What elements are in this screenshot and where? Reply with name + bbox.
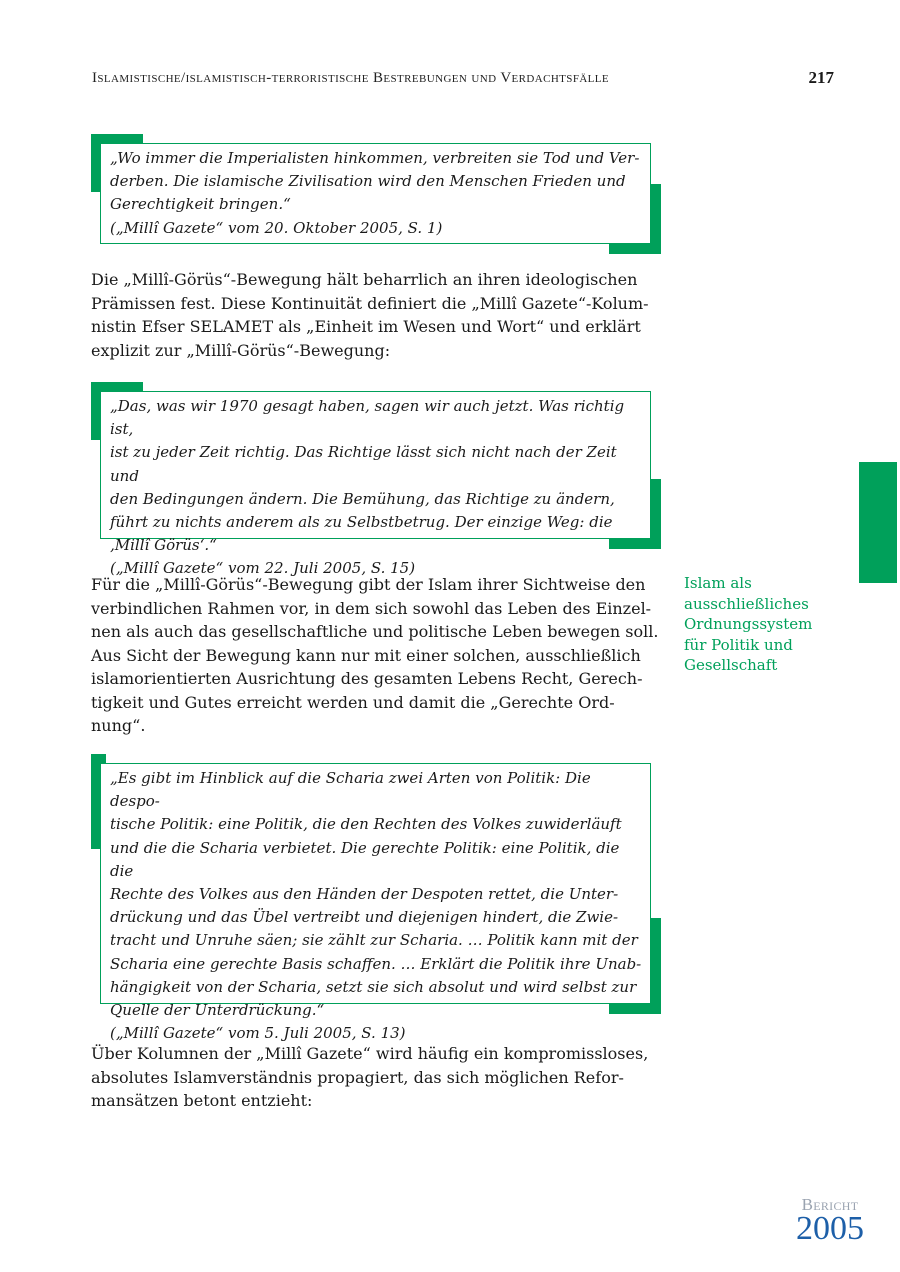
quote-frame: [100, 763, 651, 1043]
quote-line: tische Politik: eine Politik, die den Rechten des Volkes zuwiderläuft: [110, 815, 622, 834]
text-line: islamorientierten Ausrichtung des gesamten Lebens Recht, Gerech-: [91, 669, 643, 688]
text-line: Aus Sicht der Bewegung kann nur mit einer solchen, ausschließlich: [91, 645, 641, 665]
quote-box-1: [91, 134, 661, 254]
quote-line: hängigkeit von der Scharia, setzt sie sich absolut und wird selbst zur: [110, 977, 637, 996]
margin-note-line: Ordnungssystem: [684, 615, 813, 633]
margin-note-line: Gesellschaft: [684, 656, 778, 674]
quote-line: „Wo immer die Imperialisten hinkommen, verbreiten sie Tod und Ver-: [110, 149, 640, 167]
quote-box-3: [91, 754, 661, 1043]
quote-line: ‚Millî Görüs‘.“: [110, 536, 217, 555]
margin-note-line: Islam als: [684, 574, 752, 592]
margin-note: [684, 573, 834, 676]
quote-line: Scharia eine gerechte Basis schaffen. … Erklärt die Politik ihre Unab-: [110, 954, 642, 973]
report-logo-year: 2005: [796, 1210, 864, 1247]
margin-note-line: für Politik und: [684, 635, 793, 654]
quote-line: drückung und das Übel vertreibt und diejenigen hindert, die Zwie-: [110, 908, 619, 927]
margin-note-line: ausschließliches: [684, 594, 809, 613]
quote-line: Rechte des Volkes aus den Händen der Despoten rettet, die Unter-: [110, 885, 619, 904]
quote-line: Gerechtigkeit bringen.“: [110, 195, 291, 214]
quote-frame: [100, 391, 651, 578]
quote-line: „Es gibt im Hinblick auf die Scharia zwei Arten von Politik: Die despo-: [110, 769, 591, 811]
text-line: absolutes Islamverständnis propagiert, das sich möglichen Refor-: [91, 1067, 624, 1087]
quote-line: und die die Scharia verbietet. Die gerechte Politik: eine Politik, die die: [110, 838, 620, 880]
text-line: nung“.: [91, 716, 146, 735]
text-line: verbindlichen Rahmen vor, in dem sich sowohl das Leben des Einzel-: [91, 598, 652, 618]
text-line: Über Kolumnen der „Millî Gazete“ wird häufig ein kompromissloses,: [91, 1044, 649, 1063]
quote-line: Quelle der Unterdrückung.“: [110, 1001, 325, 1020]
body-paragraph-1: [91, 268, 661, 362]
text-line: Die „Millî-Görüs“-Bewegung hält beharrlich an ihren ideologischen: [91, 270, 638, 289]
quote-line: derben. Die islamische Zivilisation wird den Menschen Frieden und: [110, 172, 626, 191]
quote-line: führt zu nichts anderem als zu Selbstbetrug. Der einzige Weg: die: [110, 513, 613, 532]
body-paragraph-3: [91, 1042, 661, 1113]
quote-source: („Millî Gazete“ vom 22. Juli 2005, S. 15): [110, 559, 416, 578]
quote-line: tracht und Unruhe säen; sie zählt zur Scharia. … Politik kann mit der: [110, 931, 638, 950]
quote-source: („Millî Gazete“ vom 20. Oktober 2005, S. 1): [110, 218, 443, 237]
quote-box-2: [91, 382, 661, 578]
text-line: explizit zur „Millî-Görüs“-Bewegung:: [91, 340, 391, 360]
report-logo-label: Bericht: [801, 1195, 859, 1214]
report-logo: [790, 1195, 870, 1247]
quote-source: („Millî Gazete“ vom 5. Juli 2005, S. 13): [110, 1024, 406, 1043]
text-line: nen als auch das gesellschaftliche und politische Leben bewegen soll.: [91, 622, 659, 641]
running-header: [92, 70, 834, 90]
quote-frame: [100, 143, 651, 244]
text-line: mansätzen betont entzieht:: [91, 1091, 313, 1110]
page-number: 217: [808, 68, 834, 87]
chapter-side-tab: [859, 462, 897, 583]
quote-line: ist zu jeder Zeit richtig. Das Richtige lässt sich nicht nach der Zeit und: [110, 443, 617, 485]
quote-line: den Bedingungen ändern. Die Bemühung, das Richtige zu ändern,: [110, 489, 615, 508]
running-title: Islamistische/islamistisch-terroristische Bestrebungen und Verdachtsfälle: [92, 70, 610, 86]
body-paragraph-2: [91, 573, 661, 738]
text-line: Für die „Millî-Görüs“-Bewegung gibt der Islam ihrer Sichtweise den: [91, 575, 646, 594]
text-line: tigkeit und Gutes erreicht werden und damit die „Gerechte Ord-: [91, 692, 615, 712]
text-line: Prämissen fest. Diese Kontinuität definiert die „Millî Gazete“-Kolum-: [91, 293, 649, 313]
text-line: nistin Efser SELAMET als „Einheit im Wesen und Wort“ und erklärt: [91, 317, 641, 336]
quote-line: „Das, was wir 1970 gesagt haben, sagen wir auch jetzt. Was richtig ist,: [110, 397, 625, 439]
